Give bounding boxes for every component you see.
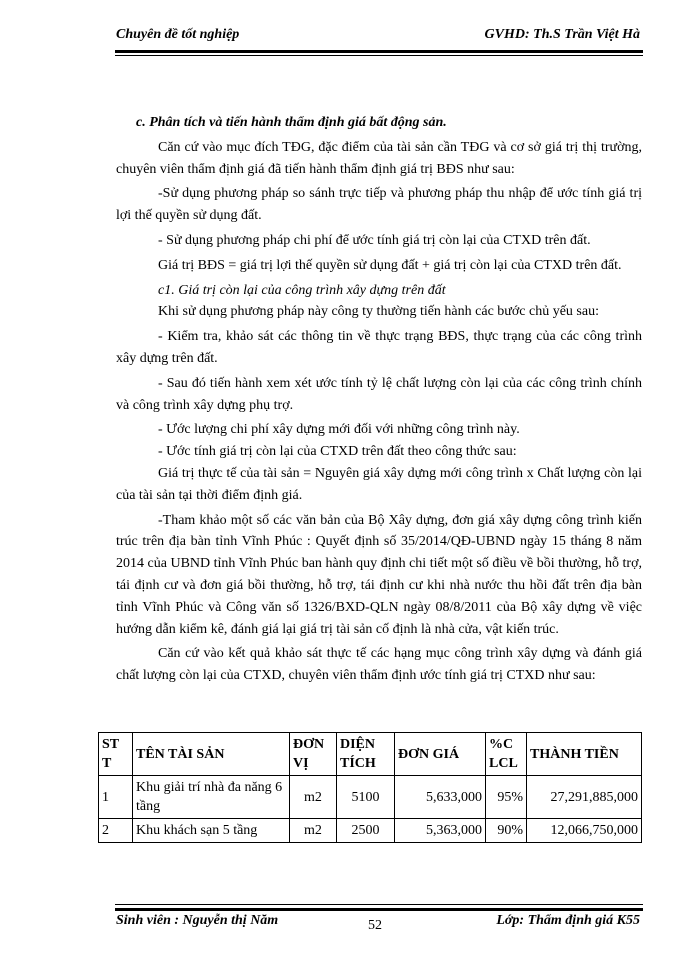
column-header: %C LCL: [486, 733, 527, 776]
subsection-title: c1. Giá trị còn lại của công trình xây dựng trên đất: [158, 282, 446, 298]
table-header-row: [99, 733, 642, 776]
body-content: [116, 112, 642, 687]
row-index: 2: [99, 819, 133, 843]
unit: m2: [290, 819, 337, 843]
footer-rule-thin: [115, 904, 643, 905]
header-advisor: GVHD: Th.S Trần Việt Hà: [484, 27, 640, 42]
remaining-quality: 95%: [486, 776, 527, 819]
paragraph: Căn cứ vào kết quả khảo sát thực tế các hạng mục công trình xây dựng và đánh giá chất lượng còn lại của CTXD, chuyên viên thẩm định ước tính giá trị CTXD như sau:: [116, 646, 642, 684]
row-index: 1: [99, 776, 133, 819]
paragraph: - Sử dụng phương pháp chi phí để ước tính giá trị còn lại của CTXD trên đất.: [158, 232, 591, 248]
column-header: ST T: [99, 733, 133, 776]
paragraph: -Sử dụng phương pháp so sánh trực tiếp và phương pháp thu nhập để ước tính giá trị lợi thế quyền sử dụng đất.: [116, 186, 642, 224]
area: 5100: [337, 776, 395, 819]
remaining-quality: 90%: [486, 819, 527, 843]
column-header: TÊN TÀI SẢN: [133, 733, 290, 776]
formula-paragraph: Giá trị thực tế của tài sản = Nguyên giá xây dựng mới công trình x Chất lượng còn lại của tài sản tại thời điểm định giá.: [116, 465, 642, 503]
paragraph: Khi sử dụng phương pháp này công ty thường tiến hành các bước chủ yếu sau:: [158, 304, 599, 320]
paragraph: - Sau đó tiến hành xem xét ước tính tỷ lệ chất lượng còn lại của các công trình chính và công trình xây dựng phụ trợ.: [116, 375, 642, 413]
footer-rule-thick: [115, 908, 643, 911]
section-title: c. Phân tích và tiến hành thẩm định giá bất động sản.: [136, 115, 447, 130]
column-header: THÀNH TIỀN: [527, 733, 642, 776]
column-header: ĐƠN GIÁ: [395, 733, 486, 776]
header-rule-thin: [115, 55, 643, 56]
paragraph: - Ước tính giá trị còn lại của CTXD trên đất theo công thức sau:: [158, 444, 517, 460]
header-rule-thick: [115, 50, 643, 53]
page-number: 52: [368, 918, 382, 933]
paragraph: -Tham khảo một số các văn bản của Bộ Xây dựng, đơn giá xây dựng công trình kiến trúc trên địa bàn tỉnh Vĩnh Phúc : Quyết định số 35/2014/QĐ-UBND ngày 15 tháng 8 năm 2014 của UBND tỉnh Vĩnh Phúc ban hành quy định chi tiết một số điều về bồi thường, hỗ trợ, tái định cư và đơn giá bồi thường, hỗ trợ, tái định cư khi nhà nước thu hồi đất trên địa bàn tỉnh Vĩnh Phúc và Công văn số 1326/BXD-QLN ngày 08/8/2011 của Bộ xây dựng về việc hướng dẫn kiểm kê, đánh giá lại giá trị tài sản cố định là nhà cửa, vật kiến trúc.: [116, 512, 642, 637]
page-header: [116, 27, 640, 47]
column-header: DIỆN TÍCH: [337, 733, 395, 776]
unit-price: 5,633,000: [395, 776, 486, 819]
unit: m2: [290, 776, 337, 819]
asset-valuation-table: [98, 732, 642, 843]
area: 2500: [337, 819, 395, 843]
paragraph: - Ước lượng chi phí xây dựng mới đối với những công trình này.: [158, 422, 520, 438]
formula-paragraph: Giá trị BĐS = giá trị lợi thế quyền sử dụng đất + giá trị còn lại của CTXD trên đất.: [158, 257, 622, 273]
unit-price: 5,363,000: [395, 819, 486, 843]
footer-student: Sinh viên : Nguyễn thị Năm: [116, 913, 279, 928]
page-footer: [116, 913, 640, 933]
total-value: 12,066,750,000: [527, 819, 642, 843]
total-value: 27,291,885,000: [527, 776, 642, 819]
table-row: [99, 819, 642, 843]
table-row: [99, 776, 642, 819]
column-header: ĐƠN VỊ: [290, 733, 337, 776]
asset-name: Khu khách sạn 5 tầng: [133, 819, 290, 843]
paragraph: - Kiểm tra, khảo sát các thông tin về thực trạng BĐS, thực trạng của các công trình xây dựng trên đất.: [116, 329, 642, 366]
footer-class: Lớp: Thẩm định giá K55: [496, 913, 640, 928]
paragraph: Căn cứ vào mục đích TĐG, đặc điểm của tài sản cần TĐG và cơ sở giá trị thị trường, chuyên viên thẩm định giá đã tiến hành thẩm định giá trị BĐS như sau:: [116, 139, 642, 177]
asset-name: Khu giải trí nhà đa năng 6 tầng: [133, 776, 290, 819]
header-title: Chuyên đề tốt nghiệp: [116, 27, 240, 42]
